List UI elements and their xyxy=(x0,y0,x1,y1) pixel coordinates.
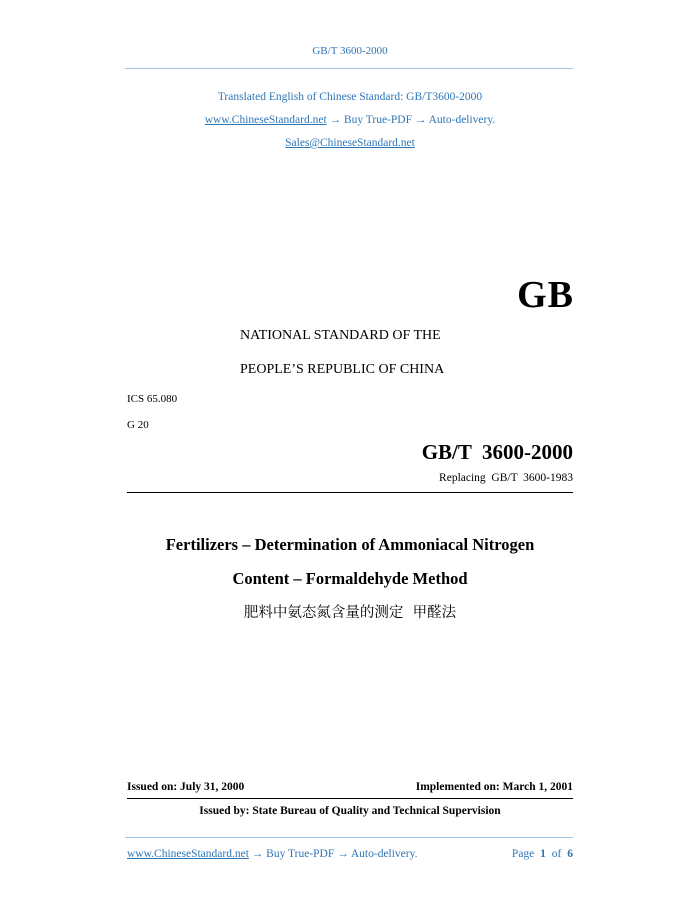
footer-site-link[interactable]: www.ChineseStandard.net xyxy=(127,848,249,860)
implemented-on: Implemented on: March 1, 2001 xyxy=(415,781,573,793)
arrow-right-icon: → xyxy=(414,114,427,126)
footer-links xyxy=(127,848,418,860)
arrow-right-icon: → xyxy=(251,848,264,860)
title-line1: Fertilizers – Determination of Ammoniacal Nitrogen xyxy=(165,535,535,554)
banner-delivery-text: Auto-delivery. xyxy=(428,114,496,126)
of-word: of xyxy=(551,848,562,860)
classification-code: G 20 xyxy=(127,419,149,431)
footer-divider xyxy=(125,837,573,838)
standard-number: GB/T 3600-2000 xyxy=(421,440,573,464)
issue-divider xyxy=(127,798,573,799)
page-indicator xyxy=(512,848,573,860)
page-number: 1 xyxy=(540,848,546,860)
national-standard-line1: NATIONAL STANDARD OF THE xyxy=(240,328,441,343)
page-word: Page xyxy=(511,848,535,860)
national-standard-line2: PEOPLE’S REPUBLIC OF CHINA xyxy=(240,362,445,377)
banner-links xyxy=(0,114,700,126)
replacing-note: Replacing GB/T 3600-1983 xyxy=(439,472,573,484)
banner-email-row xyxy=(0,137,700,149)
banner-buy-text: Buy True-PDF xyxy=(343,114,412,126)
ics-code: ICS 65.080 xyxy=(127,393,178,405)
issued-on: Issued on: July 31, 2000 xyxy=(127,781,245,793)
footer-buy-text: Buy True-PDF xyxy=(266,848,335,860)
title-line2: Content – Formaldehyde Method xyxy=(232,569,468,588)
page-total: 6 xyxy=(567,848,573,860)
arrow-right-icon: → xyxy=(337,848,349,860)
header-doc-code: GB/T 3600-2000 xyxy=(312,45,388,57)
arrow-right-icon: → xyxy=(329,114,342,126)
gb-logo: GB xyxy=(517,274,574,316)
banner-title: Translated English of Chinese Standard: GB/T3600-2000 xyxy=(217,91,483,103)
title-chinese: 肥料中氨态氮含量的测定 甲醛法 xyxy=(243,605,457,621)
issued-by: Issued by: State Bureau of Quality and Technical Supervision xyxy=(199,805,501,817)
banner-site-link[interactable]: www.ChineseStandard.net xyxy=(204,114,327,126)
standard-divider xyxy=(127,492,573,493)
banner-email-link[interactable]: Sales@ChineseStandard.net xyxy=(285,137,415,149)
header-divider xyxy=(125,68,573,69)
footer-delivery-text: Auto-delivery. xyxy=(350,848,418,860)
